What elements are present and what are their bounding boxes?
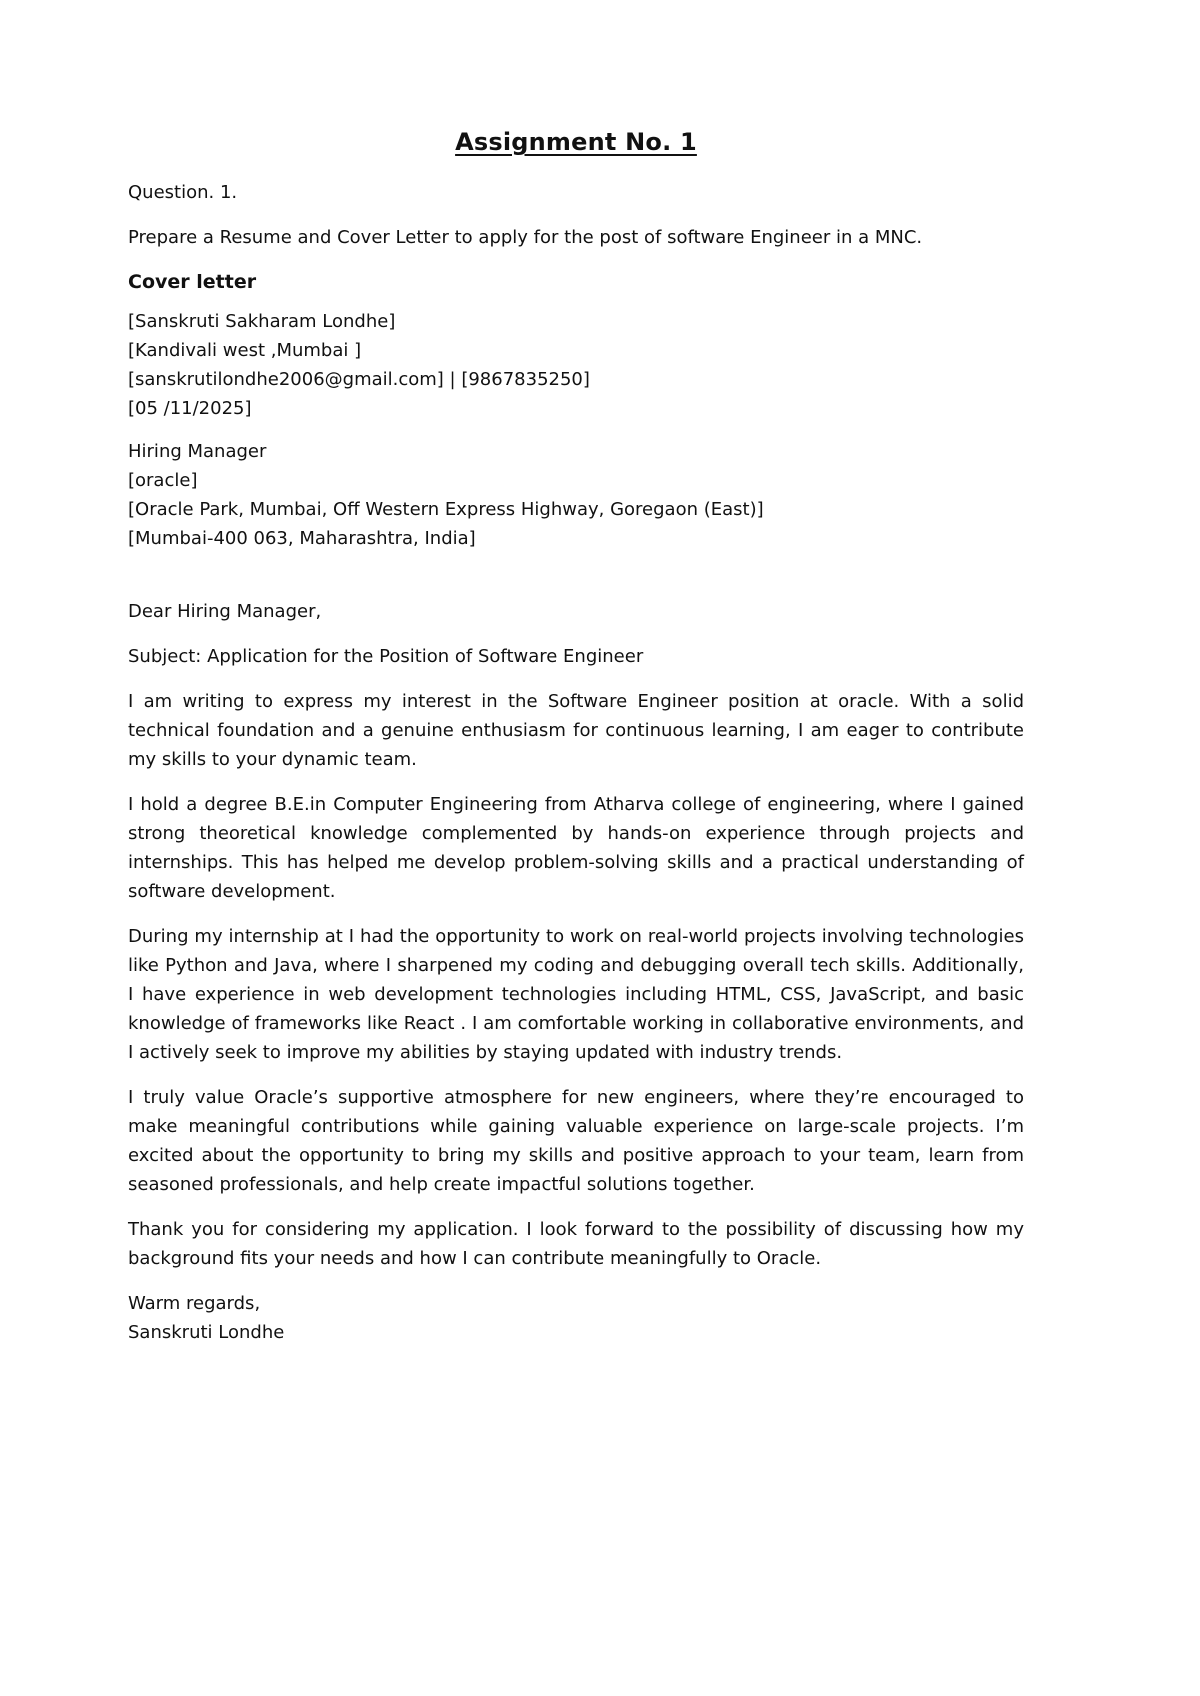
recipient-city: [Mumbai-400 063, Maharashtra, India] [128,528,476,549]
body-paragraph-1: I am writing to express my interest in the Software Engineer position at oracle. With a solid technical foundation and a genuine enthusiasm for continuous learning, I am eager to contribute my skills to your dynamic team. [128,691,1024,770]
body-paragraph-3: During my internship at I had the opportunity to work on real-world projects involving technologies like Python and Java, where I sharpened my coding and debugging overall tech skills. Additionally, I have experience in web development technologies including HTML, CSS, JavaScript, and basic knowledge of frameworks like React . I am comfortable working in collaborative environments, and I actively seek to improve my abilities by staying updated with industry trends. [128,926,1024,1063]
page-title: Assignment No. 1 [455,128,697,156]
salutation: Dear Hiring Manager, [128,601,322,622]
body-paragraph-2: I hold a degree B.E.in Computer Engineering from Atharva college of engineering, where I gained strong theoretical knowledge complemented by hands-on experience through projects and internships. This has helped me develop problem-solving skills and a practical understanding of software development. [128,794,1024,902]
signature-name: Sanskruti Londhe [128,1322,285,1343]
subject-line: Subject: Application for the Position of Software Engineer [128,646,644,667]
sender-name: [Sanskruti Sakharam Londhe] [128,311,396,332]
recipient-block [128,437,1024,553]
question-text: Prepare a Resume and Cover Letter to apply for the post of software Engineer in a MNC. [128,227,923,248]
sender-date: [05 /11/2025] [128,398,252,419]
closing: Warm regards, [128,1293,261,1314]
recipient-address: [Oracle Park, Mumbai, Off Western Express Highway, Goregaon (East)] [128,499,764,520]
sender-contact: [sanskrutilondhe2006@gmail.com] | [9867835250] [128,369,590,390]
spacer [128,567,1024,597]
question-label: Question. 1. [128,182,238,203]
sender-block [128,307,1024,423]
recipient-company: [oracle] [128,470,198,491]
body-paragraph-4: I truly value Oracle’s supportive atmosphere for new engineers, where they’re encouraged to make meaningful contributions while gaining valuable experience on large-scale projects. I’m excited about the opportunity to bring my skills and positive approach to your team, learn from seasoned professionals, and help create impactful solutions together. [128,1087,1024,1195]
section-heading: Cover letter [128,271,257,293]
body-paragraph-5: Thank you for considering my application. I look forward to the possibility of discussing how my background fits your needs and how I can contribute meaningfully to Oracle. [128,1219,1024,1269]
signoff-block [128,1289,1024,1347]
recipient-title: Hiring Manager [128,441,267,462]
sender-address: [Kandivali west ,Mumbai ] [128,340,362,361]
